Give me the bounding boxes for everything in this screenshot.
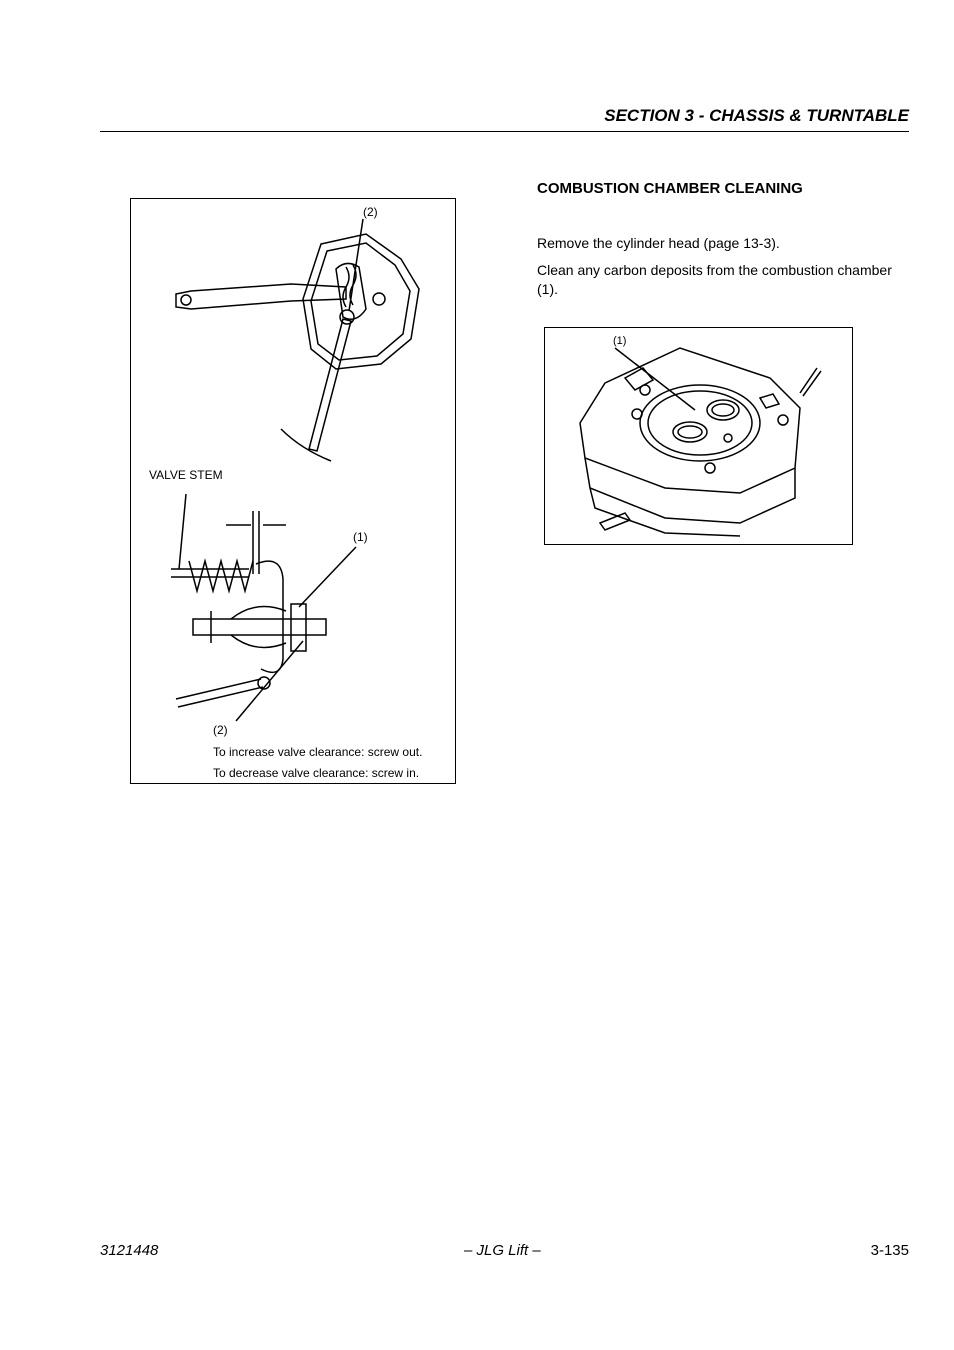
callout-2-bottom: (2) <box>213 723 228 737</box>
footer-center: – JLG Lift – <box>464 1242 541 1259</box>
caption-decrease: To decrease valve clearance: screw in. <box>213 766 420 780</box>
header-rule <box>100 131 909 132</box>
callout-2-top: (2) <box>363 205 378 219</box>
valve-adjustment-illustration <box>131 199 457 785</box>
paragraph-clean-chamber: Clean any carbon deposits from the combustion chamber (1). <box>537 262 892 297</box>
section-heading: COMBUSTION CHAMBER CLEANING <box>537 180 803 197</box>
section-title: SECTION 3 - CHASSIS & TURNTABLE <box>604 106 909 125</box>
page-number: 3-135 <box>870 1242 909 1259</box>
caption-increase: To increase valve clearance: screw out. <box>213 745 423 759</box>
valve-clearance-figure <box>130 198 456 784</box>
cylinder-head-figure <box>544 327 853 545</box>
doc-number: 3121448 <box>100 1242 159 1259</box>
paragraph-remove-head: Remove the cylinder head (page 13-3). <box>537 235 780 251</box>
callout-1: (1) <box>353 530 368 544</box>
callout-1-chamber: (1) <box>613 335 627 347</box>
cylinder-head-illustration <box>545 328 854 546</box>
valve-stem-label: VALVE STEM <box>149 468 223 482</box>
